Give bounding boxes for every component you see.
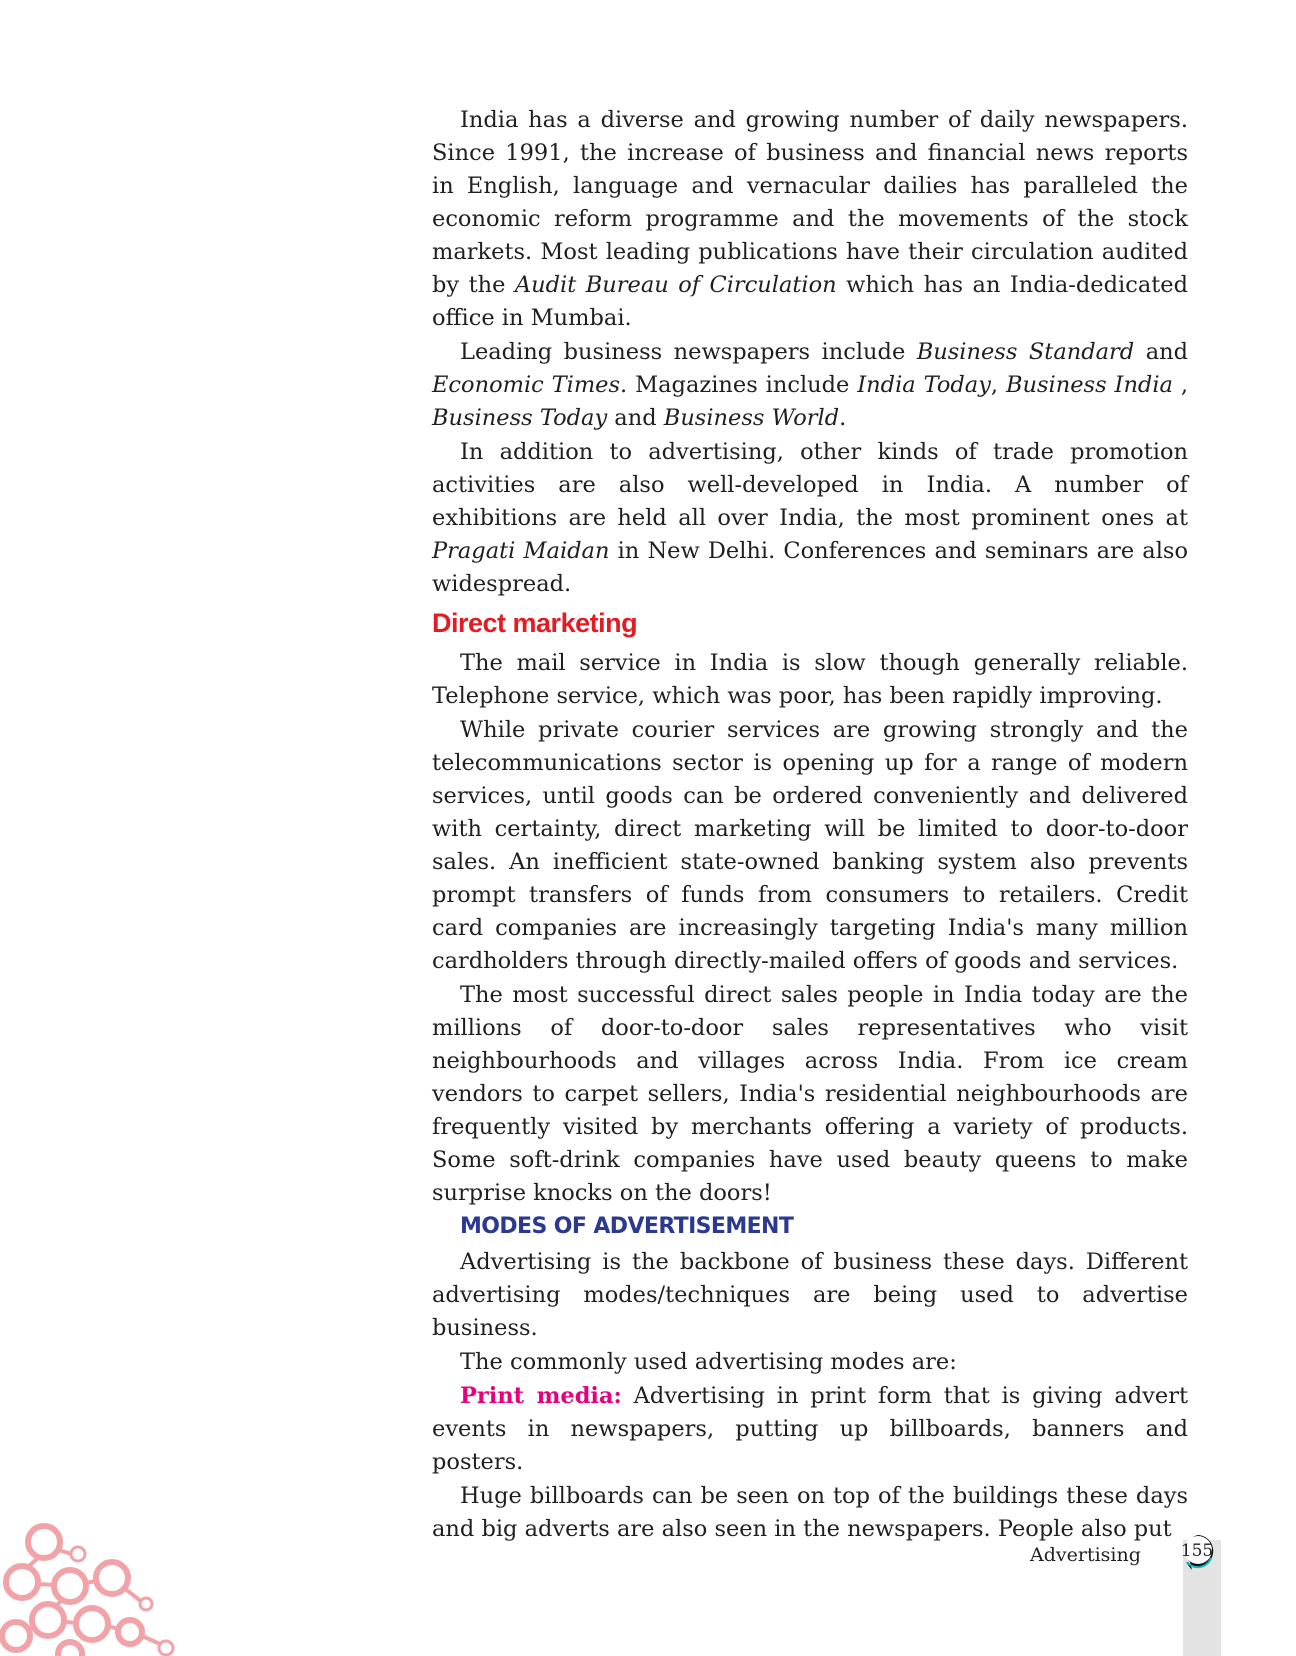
modes-paragraph-4: Huge billboards can be seen on top of the buildings these days and big adverts are also seen in the newspapers. People also put <box>432 1483 1188 1542</box>
intro-paragraph-2: Leading business newspapers include Business Standard and Economic Times. Magazines include India Today, Business India , Business Today and Business World. <box>432 339 1189 431</box>
modes-paragraph-1: Advertising is the backbone of business these days. Different advertising modes/techniques are being used to advertise business. <box>432 1249 1188 1341</box>
intro-paragraph-1: India has a diverse and growing number of daily newspapers. Since 1991, the increase of business and financial news reports in English, language and vernacular dailies has paralleled the economic reform programme and the movements of the stock markets. Most leading publications have their circulation audited by the Audit Bureau of Circulation which has an India-dedicated office in Mumbai. <box>432 107 1188 331</box>
print-media-term: Print media: <box>460 1383 622 1409</box>
main-text-column <box>432 104 1188 1547</box>
chapter-label: Advertising <box>1030 1544 1141 1566</box>
modes-of-advertisement-heading: MODES OF ADVERTISEMENT <box>460 1214 794 1239</box>
direct-marketing-paragraph-2: While private courier services are growing strongly and the telecommunications sector is opening up for a range of modern services, until goods can be ordered conveniently and delivered with certainty, direct marketing will be limited to door-to-door sales. An inefficient state-owned banking system also prevents prompt transfers of funds from consumers to retailers. Credit card companies are increasingly targeting India's many million cardholders through directly-mailed offers of goods and services. <box>432 717 1188 974</box>
page-number: 155 <box>1180 1541 1214 1561</box>
direct-marketing-paragraph-3: The most successful direct sales people in India today are the millions of door-to-door sales representatives who visit neighbourhoods and villages across India. From ice cream vendors to carpet sellers, India's residential neighbourhoods are frequently visited by merchants offering a variety of products. Some soft-drink companies have used beauty queens to make surprise knocks on the doors! <box>432 982 1188 1206</box>
direct-marketing-heading: Direct marketing <box>432 608 638 638</box>
direct-marketing-paragraph-1: The mail service in India is slow though generally reliable. Telephone service, which was poor, has been rapidly improving. <box>432 650 1188 709</box>
print-media-paragraph: Print media: Advertising in print form that is giving advert events in newspapers, putting up billboards, banners and posters. <box>432 1383 1188 1475</box>
intro-paragraph-3: In addition to advertising, other kinds of trade promotion activities are also well-developed in India. A number of exhibitions are held all over India, the most prominent ones at Pragati Maidan in New Delhi. Conferences and seminars are also widespread. <box>432 439 1188 597</box>
pink-circles-decoration <box>0 1520 180 1656</box>
modes-paragraph-2: The commonly used advertising modes are: <box>460 1349 957 1375</box>
